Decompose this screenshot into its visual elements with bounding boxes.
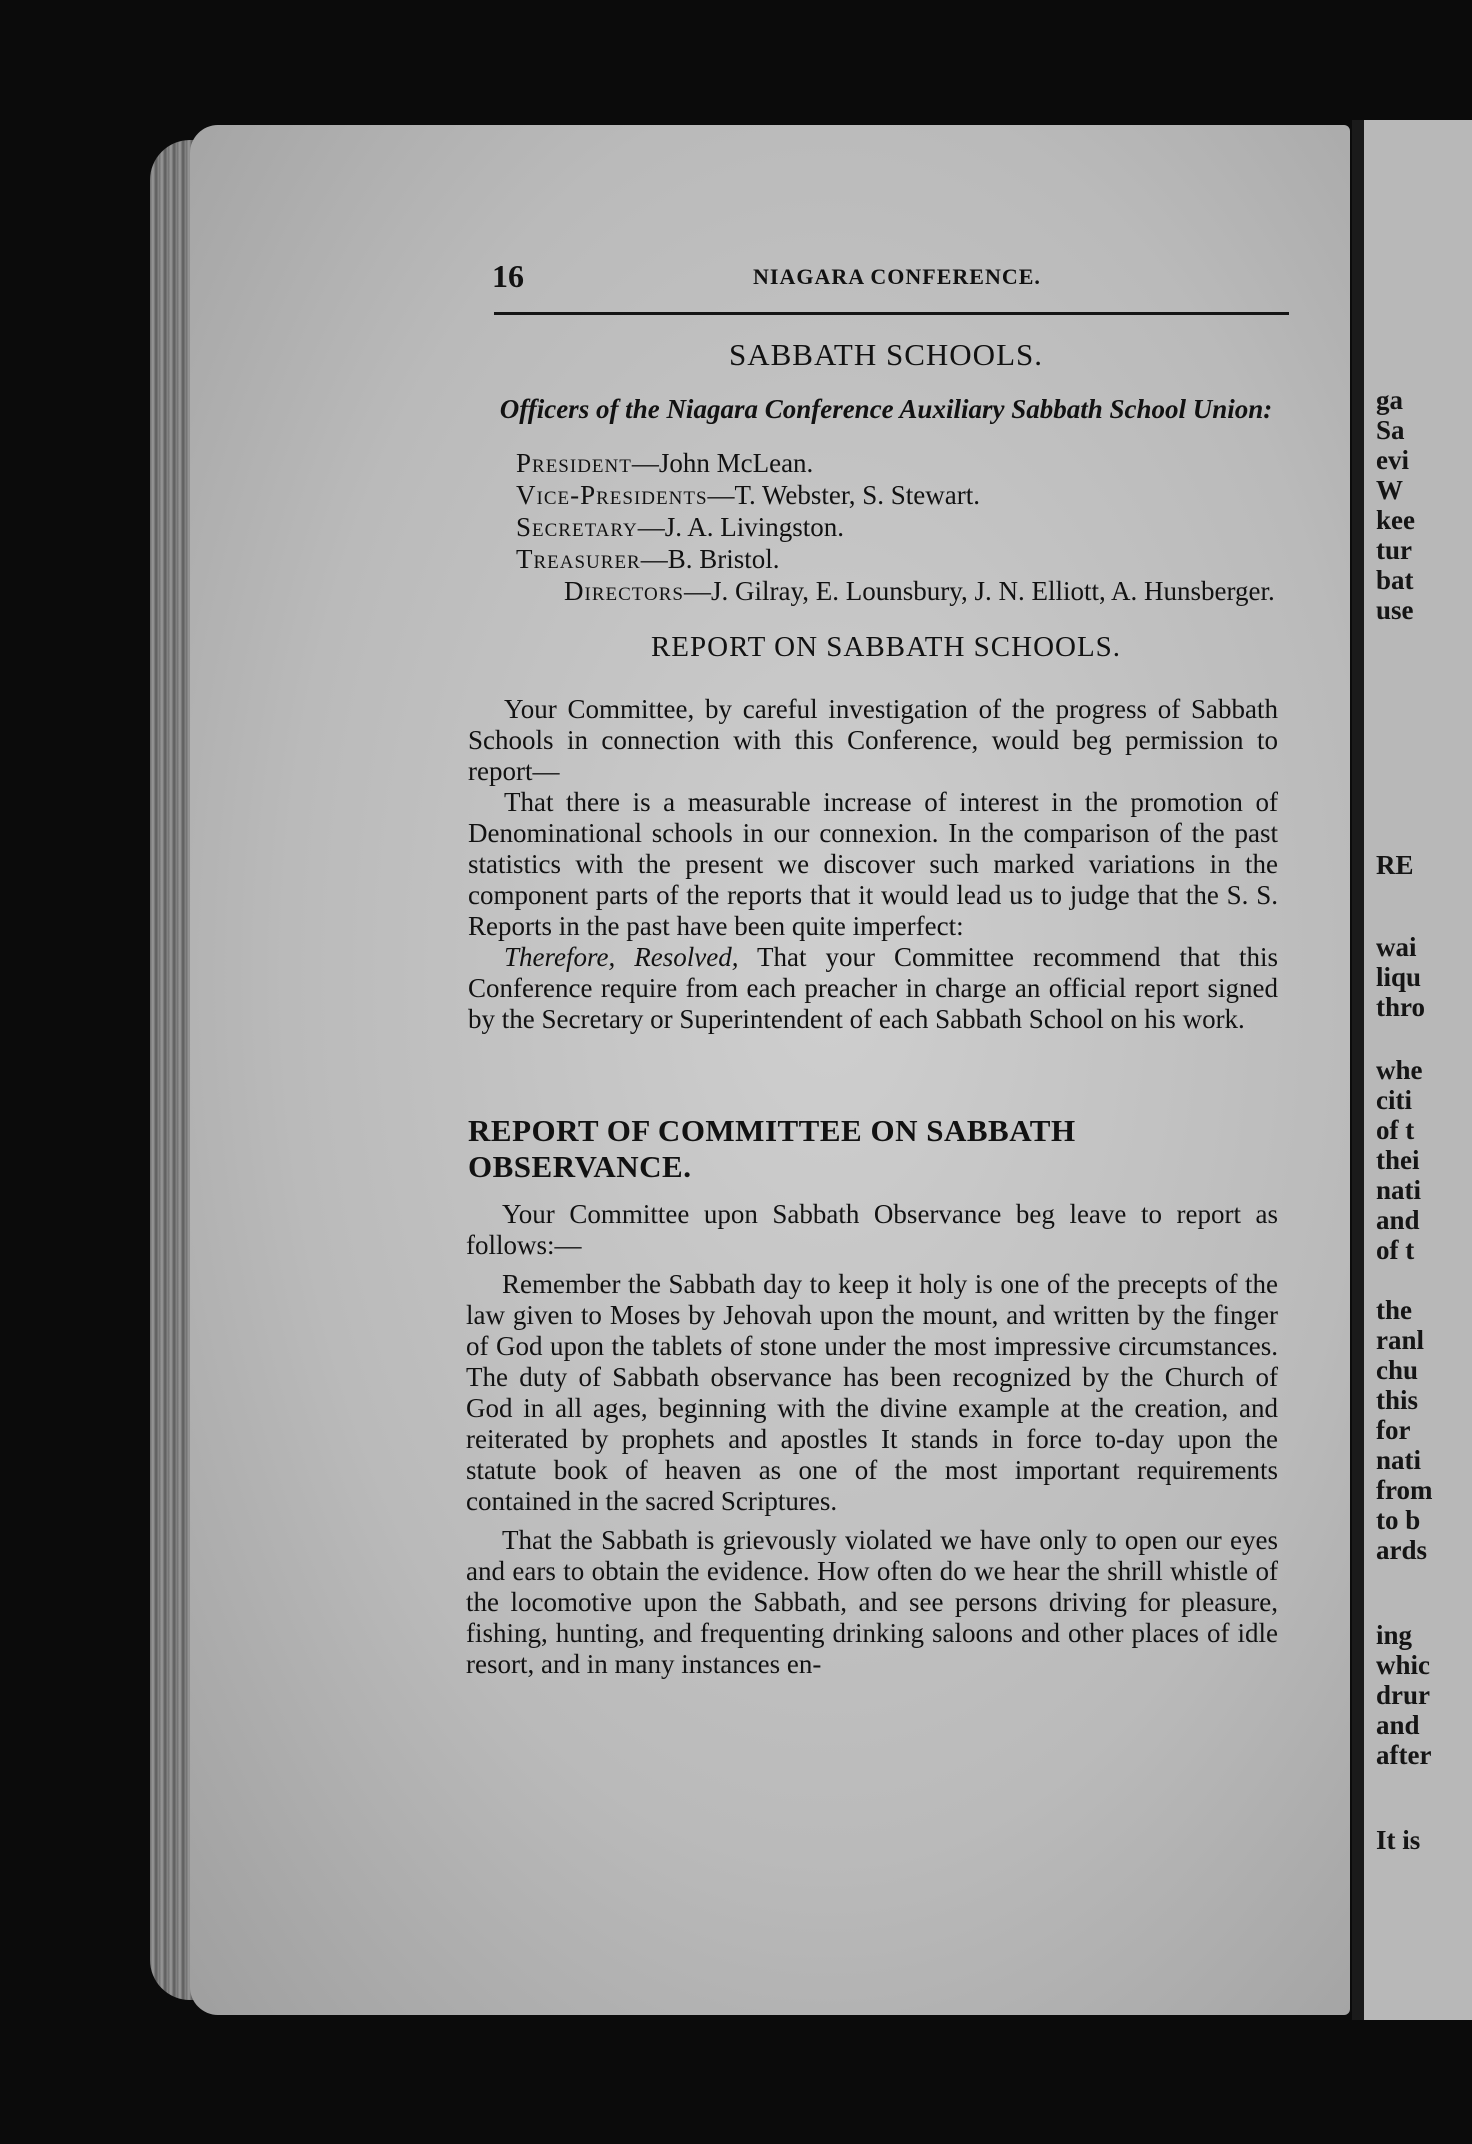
officer-role: President [516,448,632,478]
resolution-text: That your Committee recommend that this Conference require from each preacher in charge an official report signed by the Secretary or Superintendent of each Sabbath School on his work. [468,942,1278,1034]
facing-fragment: after [1376,1740,1432,1770]
facing-fragment: citi [1376,1085,1412,1115]
officer-role: Vice-Presidents [516,480,708,510]
facing-fragment: It is [1376,1825,1421,1855]
facing-fragment: whic [1376,1650,1430,1680]
facing-fragment: for [1376,1415,1411,1445]
page-content [468,258,1278,1688]
facing-fragment: the [1376,1295,1412,1325]
facing-fragment: liqu [1376,962,1422,992]
officer-entry [516,511,1278,543]
section-heading-sabbath-schools: SABBATH SCHOOLS. [728,337,1043,372]
section-heading-sabbath-observance: REPORT OF COMMITTEE ON SABBATH OBSERVANCE. [468,1113,1076,1184]
facing-fragment: kee [1376,505,1415,535]
paragraph: Your Committee, by careful investigation of the progress of Sabbath Schools in connection with this Conference, would beg permission to report— [468,694,1278,786]
facing-fragment: tur [1376,535,1412,565]
officer-list [516,447,1278,607]
officer-entry [468,575,1278,607]
facing-page-fragment [1364,120,1472,2020]
facing-fragment: to b [1376,1505,1421,1535]
officer-entry [516,447,1278,479]
facing-fragment: chu [1376,1355,1419,1385]
officer-entry [516,479,1278,511]
report-observance-body [466,1199,1278,1680]
officer-role: Directors [564,576,685,606]
facing-fragment: and [1376,1710,1420,1740]
officer-role: Treasurer [516,544,641,574]
facing-fragment: from [1376,1475,1433,1505]
running-head [468,258,1278,298]
facing-fragment: ranl [1376,1325,1425,1355]
report-sabbath-schools-body [468,694,1278,1035]
officer-names: —J. Gilray, E. Lounsbury, J. N. Elliott, A. Hunsberger. [684,576,1275,606]
facing-fragment: wai [1376,932,1417,962]
resolution-lead: Therefore, Resolved, [504,942,739,972]
officer-entry [516,543,1278,575]
facing-fragment: ga [1376,385,1403,415]
paragraph: That the Sabbath is grievously violated we have only to open our eyes and ears to obtain the evidence. How often do we hear the shrill whistle of the locomotive upon the Sabbath, and see persons driving for pleasure, fishing, hunting, and frequenting drinking saloons and other places of idle resort, and in many instances en- [466,1525,1278,1679]
paragraph: Remember the Sabbath day to keep it holy is one of the precepts of the law given to Moses by Jehovah upon the mount, and written by the finger of God upon the tablets of stone under the most impressive circumstances. The duty of Sabbath observance has been recognized by the Church of God in all ages, beginning with the divine example at the creation, and reiterated by prophets and apostles It stands in force to-day upon the statute book of heaven as one of the most important requirements contained in the sacred Scriptures. [466,1269,1278,1516]
facing-fragment: ing [1376,1620,1413,1650]
officer-names: —B. Bristol. [640,544,780,574]
facing-fragment: thro [1376,992,1426,1022]
officer-role: Secretary [516,512,638,542]
facing-fragment: nati [1376,1175,1422,1205]
facing-fragment: Sa [1376,415,1405,445]
facing-fragment: of t [1376,1235,1415,1265]
officer-names: —T. Webster, S. Stewart. [707,480,980,510]
header-rule [494,312,1289,315]
facing-fragment: evi [1376,445,1409,475]
paragraph: Your Committee upon Sabbath Observance beg leave to report as follows:— [466,1199,1278,1260]
facing-fragment: of t [1376,1115,1415,1145]
paragraph: That there is a measurable increase of interest in the promotion of Denominational schools in our connexion. In the comparison of the past statistics with the present we discover such marked variations in the component parts of the reports that it would lead us to judge that the S. S. Reports in the past have been quite imperfect: [468,787,1278,941]
binding-gutter [1352,120,1364,2020]
facing-fragment: nati [1376,1445,1422,1475]
officer-names: —John McLean. [631,448,814,478]
facing-fragment: bat [1376,565,1414,595]
facing-fragment: RE [1376,850,1414,880]
facing-fragment: drur [1376,1680,1430,1710]
facing-fragment: and [1376,1205,1420,1235]
resolution-paragraph [468,942,1278,1035]
section-heading-report-sabbath-schools: REPORT ON SABBATH SCHOOLS. [650,631,1122,663]
page-number: 16 [492,258,524,294]
facing-fragment: ards [1376,1535,1428,1565]
facing-fragment: whe [1376,1055,1423,1085]
officers-caption: Officers of the Niagara Conference Auxiliary Sabbath School Union: [499,394,1273,424]
officer-names: —J. A. Livingston. [637,512,845,542]
facing-fragment: use [1376,595,1414,625]
running-title: NIAGARA CONFERENCE. [753,264,1041,289]
facing-fragment: W [1376,475,1403,505]
facing-fragment: thei [1376,1145,1420,1175]
facing-fragment: this [1376,1385,1419,1415]
